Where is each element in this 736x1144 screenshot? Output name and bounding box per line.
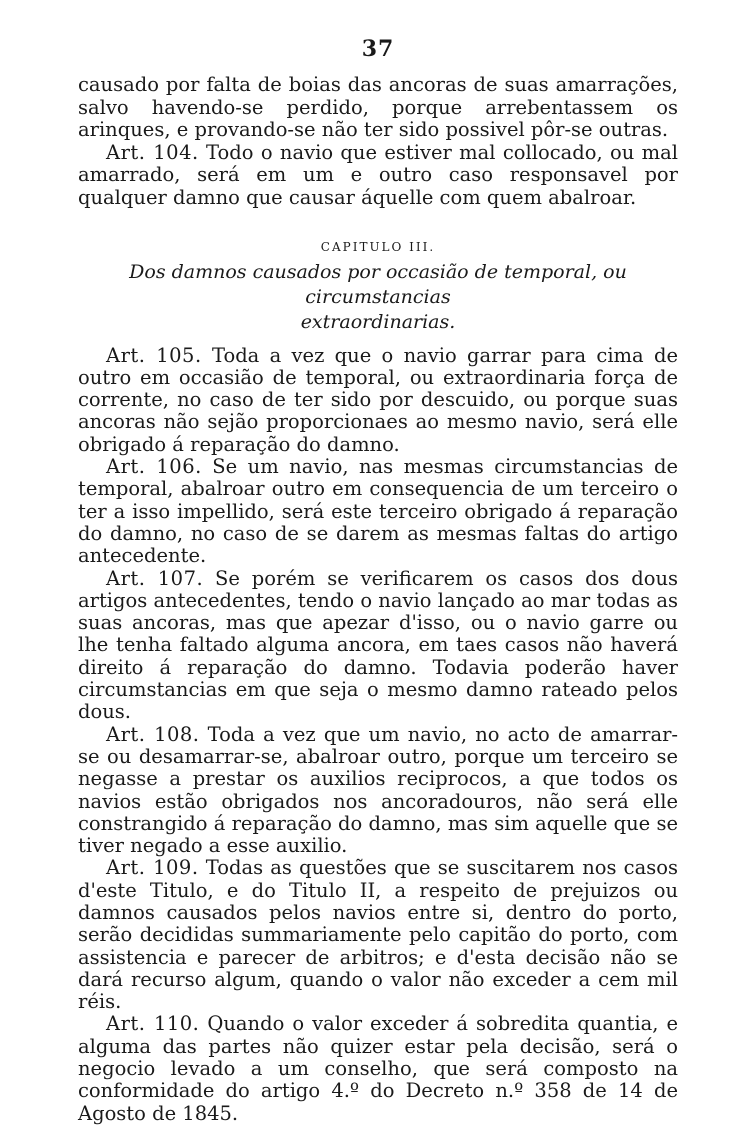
article-104-label: Art. 104. <box>106 140 199 164</box>
article-104 <box>78 142 678 210</box>
article-106-label: Art. 106. <box>106 455 202 479</box>
article-108-label: Art. 108. <box>106 722 200 746</box>
article-105-label: Art. 105. <box>106 343 202 367</box>
opening-section <box>78 74 678 210</box>
document-page <box>78 36 678 1125</box>
article-109-text: Todas as questões que se suscitarem nos casos d'este Titulo, e do Titulo II, a respeito de prejuizos ou damnos causados pelos navios entre si, dentro do porto, serão decididas summariamente pelo capitão do porto, com assistencia e parecer de arbitros; e d'esta decisão não se dará recurso algum, quando o valor não exceder a cem mil réis. <box>78 856 678 1014</box>
article-110 <box>78 1013 678 1124</box>
article-105 <box>78 345 678 456</box>
article-106 <box>78 456 678 567</box>
article-108 <box>78 724 678 858</box>
continuation-paragraph: causado por falta de boias das ancoras de suas amarrações, salvo havendo-se perdido, porque arrebentassem os arinques, e provando-se não ter sido possivel pôr-se outras. <box>78 73 678 142</box>
chapter-subtitle <box>78 260 678 335</box>
article-109-label: Art. 109. <box>106 856 199 880</box>
article-107-text: Se porém se verificarem os casos dos dous artigos antecedentes, tendo o navio lançado ao mar todas as suas ancoras, mas que apezar d'isso, ou o navio garre ou lhe tenha faltado alguma ancora, em taes casos não haverá direito á reparação do damno. Todavia poderão haver circumstancias em que seja o mesmo damno rateado pelos dous. <box>78 566 679 724</box>
chapter-subtitle-line-1: Dos damnos causados por occasião de temporal, ou circumstancias <box>129 260 627 308</box>
page-number: 37 <box>361 36 395 62</box>
article-108-text: Toda a vez que um navio, no acto de amarrar-se ou desamarrar-se, abalroar outro, porque um terceiro se negasse a prestar os auxilios reciprocos, a que todos os navios estão obrigados nos ancoradouros, não será elle constrangido á reparação do damno, mas sim aquelle que se tiver negado a esse auxilio. <box>78 722 678 858</box>
article-107-label: Art. 107. <box>106 566 204 590</box>
chapter-subtitle-line-2: extraordinarias. <box>300 310 456 333</box>
article-110-text: Quando o valor exceder á sobredita quantia, e alguma das partes não quizer estar pela decisão, será o negocio levado a um conselho, que será composto na conformidade do artigo 4.º do Decreto n.º 358 de 14 de Agosto de 1845. <box>78 1012 678 1125</box>
article-105-text: Toda a vez que o navio garrar para cima de outro em occasião de temporal, ou extraordinaria força de corrente, no caso de ter sido por descuido, ou porque suas ancoras não sejão proporcionaes ao mesmo navio, será elle obrigado á reparação do damno. <box>78 343 678 456</box>
article-107 <box>78 568 678 724</box>
article-106-text: Se um navio, nas mesmas circumstancias de temporal, abalroar outro em consequencia de um terceiro o ter a isso impellido, será este terceiro obrigado á reparação do damno, no caso de se darem as mesmas faltas do artigo antecedente. <box>78 455 679 568</box>
article-110-label: Art. 110. <box>106 1012 200 1036</box>
article-104-text: Todo o navio que estiver mal collocado, ou mal amarrado, será em um e outro caso responsavel por qualquer damno que causar áquelle com quem abalroar. <box>78 140 679 209</box>
article-109 <box>78 857 678 1013</box>
articles-section <box>78 345 678 1125</box>
chapter-heading: CAPITULO III. <box>320 239 436 254</box>
